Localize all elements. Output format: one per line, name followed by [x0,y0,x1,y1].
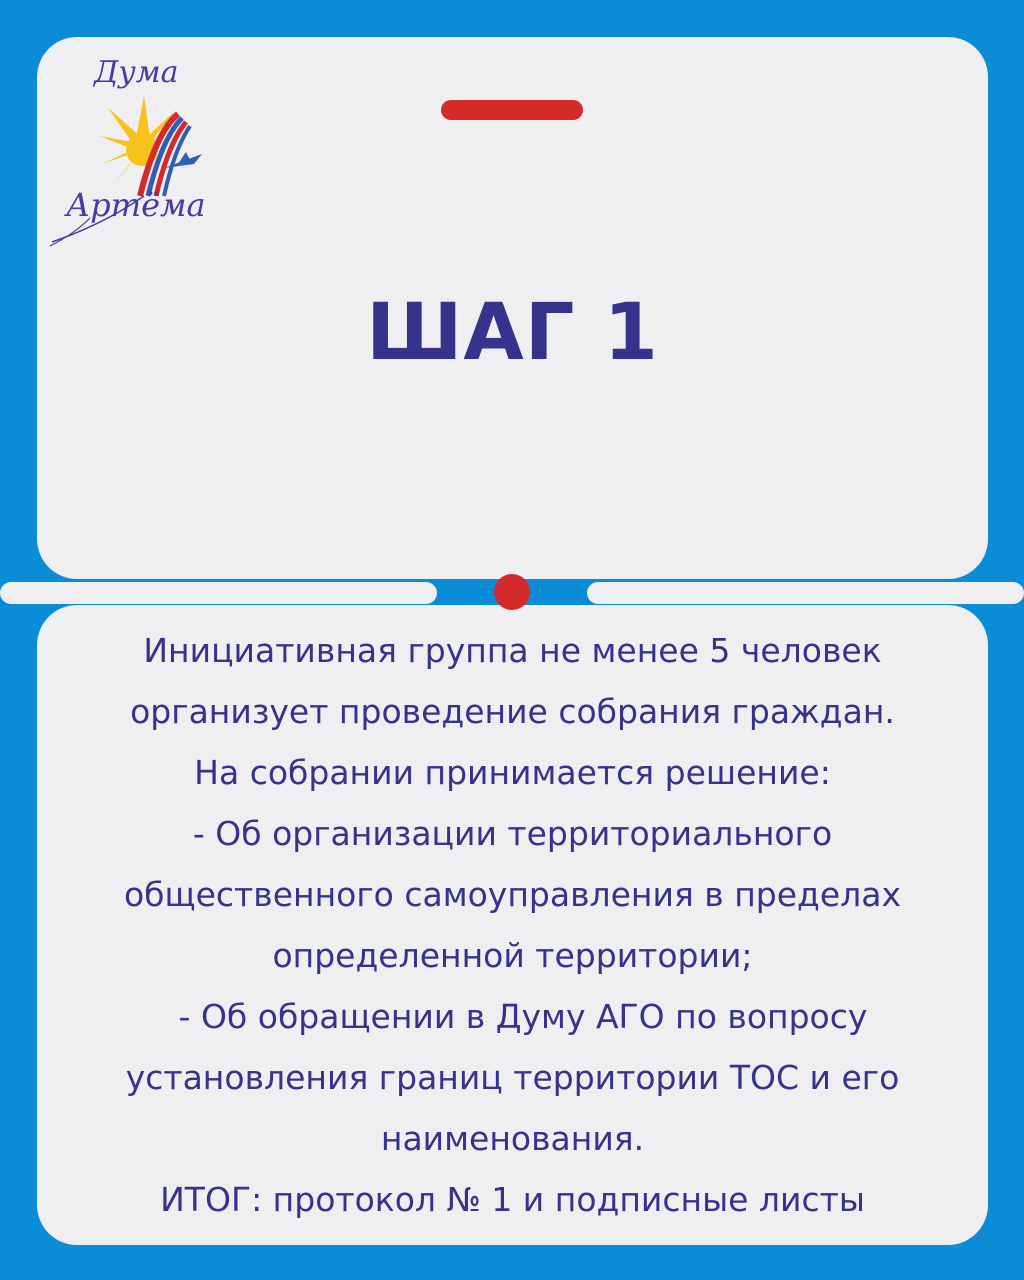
connector-right [587,582,1024,604]
result-line: ИТОГ: протокол № 1 и подписные листы [160,1180,865,1219]
step-description [37,620,988,1230]
duma-artema-logo [44,46,234,256]
red-dot-divider [494,574,530,610]
description-line: - Об организации территориального [192,814,833,853]
description-line: организует проведение собрания граждан. [130,692,895,731]
accent-bar [441,100,583,120]
description-line: - Об обращении в Думу АГО по вопросу [157,997,868,1036]
description-line: На собрании принимается решение: [194,753,831,792]
logo-text-bottom: Артёма [66,186,206,224]
description-line: установления границ территории ТОС и его [125,1058,900,1097]
page-title: ШАГ 1 [366,288,659,378]
description-line: общественного самоуправления в пределах [123,875,902,914]
description-line: Инициативная группа не менее 5 человек [143,631,882,670]
description-line: наименования. [380,1119,645,1158]
logo-text-top: Дума [94,55,179,90]
connector-left [0,582,437,604]
description-line: определенной территории; [272,936,753,975]
